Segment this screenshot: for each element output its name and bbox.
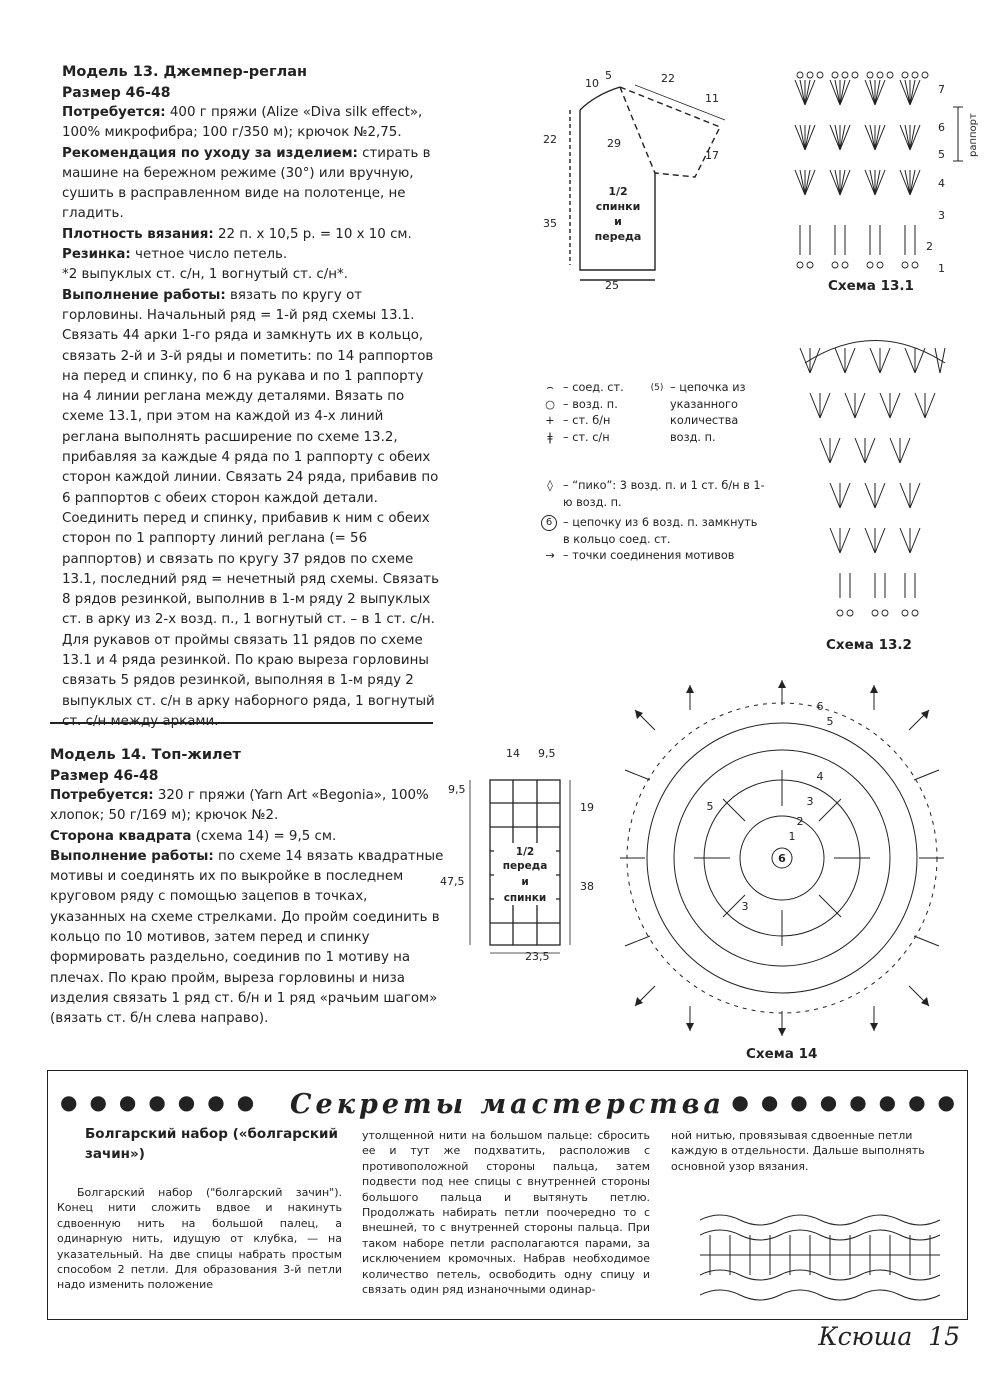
scheme-13-2 bbox=[795, 318, 955, 633]
dim-17: 17 bbox=[705, 149, 719, 162]
scheme-14-caption: Схема 14 bbox=[746, 1046, 818, 1062]
model13-title: Модель 13. Джемпер-реглан bbox=[62, 64, 307, 80]
dim-25: 25 bbox=[605, 279, 619, 292]
row-label-6: 6 bbox=[816, 700, 824, 713]
dim-35: 35 bbox=[543, 217, 557, 230]
model13-care: Рекомендация по уходу за изделием: стирать в машине на бережном режиме (30°) или вручную, сушить в расправленном виде на полотенце, не гладить. bbox=[62, 145, 431, 222]
dim-23-5: 23,5 bbox=[525, 950, 550, 963]
rapport-label: раппорт bbox=[968, 113, 979, 157]
dim-5: 5 bbox=[605, 69, 612, 82]
model13-size: Размер 46-48 bbox=[62, 85, 171, 101]
dim-47-5: 47,5 bbox=[440, 875, 465, 888]
legend-sl: ⌢ – соед. ст. bbox=[541, 380, 651, 397]
pattern13-schematic bbox=[535, 65, 740, 300]
model13-rib: Резинка: четное число петель. bbox=[62, 247, 288, 263]
center-ring-label: 6 bbox=[778, 852, 786, 865]
dc-stitch-icon: ǂ bbox=[547, 430, 553, 444]
model14-size: Размер 46-48 bbox=[50, 768, 159, 784]
ring-icon: 6 bbox=[541, 515, 557, 531]
model14-work: Выполнение работы: по схеме 14 вязать квадратные мотивы и соединять их по выкройке в последнем круговом ряду с помощью зацепов в точках, указанных на схеме стрелками. До пройм соединить в кольцо по 10 мотивов, затем перед и спинку формировать раздельно, соединив по 1 мотиву на плечах. По краю пройм, выреза горловины и низа изделия связать 1 ряд ст. б/н и 1 ряд «рачьим шагом» (вязать ст. б/н слева направо). bbox=[50, 848, 444, 1027]
secrets-title: Секреты мастерства bbox=[290, 1089, 725, 1120]
picot-icon: ◊ bbox=[547, 479, 553, 492]
page-number: 15 bbox=[928, 1322, 960, 1351]
model14-requirements: Потребуется: 320 г пряжи (Yarn Art «Begonia», 100% хлопок; 50 г/169 м); крючок №2. bbox=[50, 788, 429, 824]
sl-stitch-icon: ⌢ bbox=[546, 381, 554, 394]
legend-right bbox=[648, 380, 768, 446]
scheme-14-motif bbox=[615, 670, 960, 1045]
dim-10: 10 bbox=[585, 77, 599, 90]
legend-join: → – точки соединения мотивов bbox=[541, 548, 766, 565]
p13-label-4: переда bbox=[594, 230, 642, 243]
p14-label-4: спинки bbox=[503, 892, 547, 904]
dots-right: ●●●●●●●● bbox=[731, 1090, 967, 1114]
sc-stitch-icon: + bbox=[545, 414, 555, 427]
arc-count-label: 5 bbox=[706, 800, 714, 813]
dim-22-top: 22 bbox=[661, 72, 675, 85]
dim-29: 29 bbox=[607, 137, 621, 150]
dim-22-side: 22 bbox=[543, 133, 557, 146]
model14-title: Модель 14. Топ-жилет bbox=[50, 747, 241, 763]
secrets-col-2: утолщенной нити на большом пальце: сбросить ее и тут же подхватить, расположив с противоположной стороны пальца, затем подвести под нее спицы с внутренней стороны большого пальца и вытянуть петлю. Продолжать набирать петли поочередно то с внешней, то с внутренней стороны пальца. При таком наборе петли располагаются парами, за исключением кромочных. Набрав необходимое количество петель, освободить одну спицу и связать один ряд изнаночными одинар- bbox=[362, 1129, 650, 1297]
secrets-col-1: Болгарский набор ("болгарский зачин"). Конец нити сложить вдвое и накинуть сдвоенную нить на большой палец, а одинарную нить, идущую от клубка, — на указательный. На две спицы набрать простым способом 2 петли. Для образования 3-й петли надо изменить положение bbox=[57, 1186, 342, 1292]
chain-stitch-icon: ○ bbox=[545, 397, 555, 411]
dim-11: 11 bbox=[705, 92, 719, 105]
model13-section bbox=[62, 62, 442, 732]
dim-14: 14 bbox=[506, 747, 520, 760]
arrow-right-icon: → bbox=[545, 549, 555, 562]
page-footer bbox=[818, 1322, 960, 1351]
magazine-title: Ксюша bbox=[818, 1322, 913, 1351]
legend-chain-arc: (5) – цепочка из указанного количества возд. п. bbox=[648, 380, 768, 446]
p13-label-1: 1/2 bbox=[608, 185, 628, 198]
legend-bottom bbox=[541, 478, 766, 565]
row-6: 6 bbox=[938, 121, 945, 134]
pattern14-schematic bbox=[440, 745, 615, 970]
p14-label-1: 1/2 bbox=[515, 846, 535, 858]
row-3: 3 bbox=[938, 209, 945, 222]
model13-density: Плотность вязания: 22 п. х 10,5 р. = 10 х 10 см. bbox=[62, 226, 412, 242]
row-label-5: 5 bbox=[826, 715, 834, 728]
dots-left: ●●●●●●● bbox=[60, 1090, 267, 1114]
scheme-13-1-caption: Схема 13.1 bbox=[828, 278, 914, 294]
row-label-3: 3 bbox=[806, 795, 814, 808]
model13-work: Выполнение работы: вязать по кругу от горловины. Начальный ряд = 1-й ряд схемы 13.1. Связать 44 арки 1-го ряда и замкнуть их в кольцо, связать 2-й и 3-й ряды и пометить: по 14 раппортов на перед и спинку, по 6 на рукава и по 1 раппорту на 4 линии реглана между деталями. Вязать по схеме 13.1, при этом на каждой из 4-х линий реглана выполнять расширение по схеме 13.2, прибавляя за каждые 4 ряда по 1 раппорту с обеих сторон каждой линии. Связать 24 ряда, прибавив по 6 раппортов с обеих сторон каждой детали. Соединить перед и спинку, прибавив к ним с обеих сторон по 1 раппорту линий реглана (= 56 раппортов) и связать по кругу 37 рядов по схеме 13.1, последний ряд = нечетный ряд схемы. Связать 8 рядов резинкой, выполнив в 1-м ряду 2 выпуклых ст. в арку из 2-х возд. п., 1 вогнутый ст. – в 1 ст. с/н. Для рукавов от проймы связать 11 рядов по схеме 13.1 и 4 ряда резинкой. По краю выреза горловины связать 5 рядов резинкой, выполняя в 1-м ряду 2 выпуклых ст. с/н в арку наборного ряда, 1 вогнутый bbox=[62, 287, 439, 709]
legend-ch: ○ – возд. п. bbox=[541, 397, 651, 414]
p14-label-3: и bbox=[521, 876, 529, 888]
chain-count-label: 3 bbox=[741, 900, 749, 913]
dim-9-5-top: 9,5 bbox=[538, 747, 556, 760]
row-label-2: 2 bbox=[796, 815, 804, 828]
knitting-swatch-illustration bbox=[700, 1205, 945, 1310]
section-divider bbox=[50, 722, 433, 724]
model14-section bbox=[50, 745, 445, 1030]
p13-label-3: и bbox=[614, 215, 622, 228]
secrets-subtitle: Болгарский набор («болгарский зачин») bbox=[85, 1126, 338, 1162]
scheme-13-1 bbox=[790, 65, 990, 280]
p13-label-2: спинки bbox=[595, 200, 641, 213]
legend-dc: ǂ – ст. с/н bbox=[541, 430, 651, 447]
row-7: 7 bbox=[938, 83, 945, 96]
row-label-4: 4 bbox=[816, 770, 824, 783]
secrets-col-3: ной нитью, провязывая сдвоенные петли каждую в отдельности. Дальше выполнять основной узор вязания. bbox=[671, 1129, 925, 1173]
model13-rib-pattern: *2 выпуклых ст. с/н, 1 вогнутый ст. с/н*. bbox=[62, 267, 348, 283]
dim-9-5-side: 9,5 bbox=[448, 783, 466, 796]
model14-square: Сторона квадрата (схема 14) = 9,5 см. bbox=[50, 828, 337, 844]
legend-ring: 6 – цепочку из 6 возд. п. замкнуть в кольцо соед. ст. bbox=[541, 515, 766, 548]
model13-requirements: Потребуется: 400 г пряжи (Alize «Diva silk effect», 100% микрофибра; 100 г/350 м); крючок №2,75. bbox=[62, 105, 423, 141]
chain-arc-icon: (5) bbox=[650, 383, 664, 393]
legend-sc: + – ст. б/н bbox=[541, 413, 651, 430]
row-5: 5 bbox=[938, 148, 945, 161]
legend-picot: ◊ – “пико”: 3 возд. п. и 1 ст. б/н в 1-ю возд. п. bbox=[541, 478, 766, 511]
dim-19: 19 bbox=[580, 801, 594, 814]
p14-label-2: переда bbox=[502, 860, 548, 872]
scheme-13-2-caption: Схема 13.2 bbox=[826, 637, 912, 653]
row-4: 4 bbox=[938, 177, 945, 190]
row-1: 1 bbox=[938, 262, 945, 275]
row-label-1: 1 bbox=[788, 830, 796, 843]
dim-38: 38 bbox=[580, 880, 594, 893]
row-2: 2 bbox=[926, 240, 933, 253]
legend-left bbox=[541, 380, 651, 446]
